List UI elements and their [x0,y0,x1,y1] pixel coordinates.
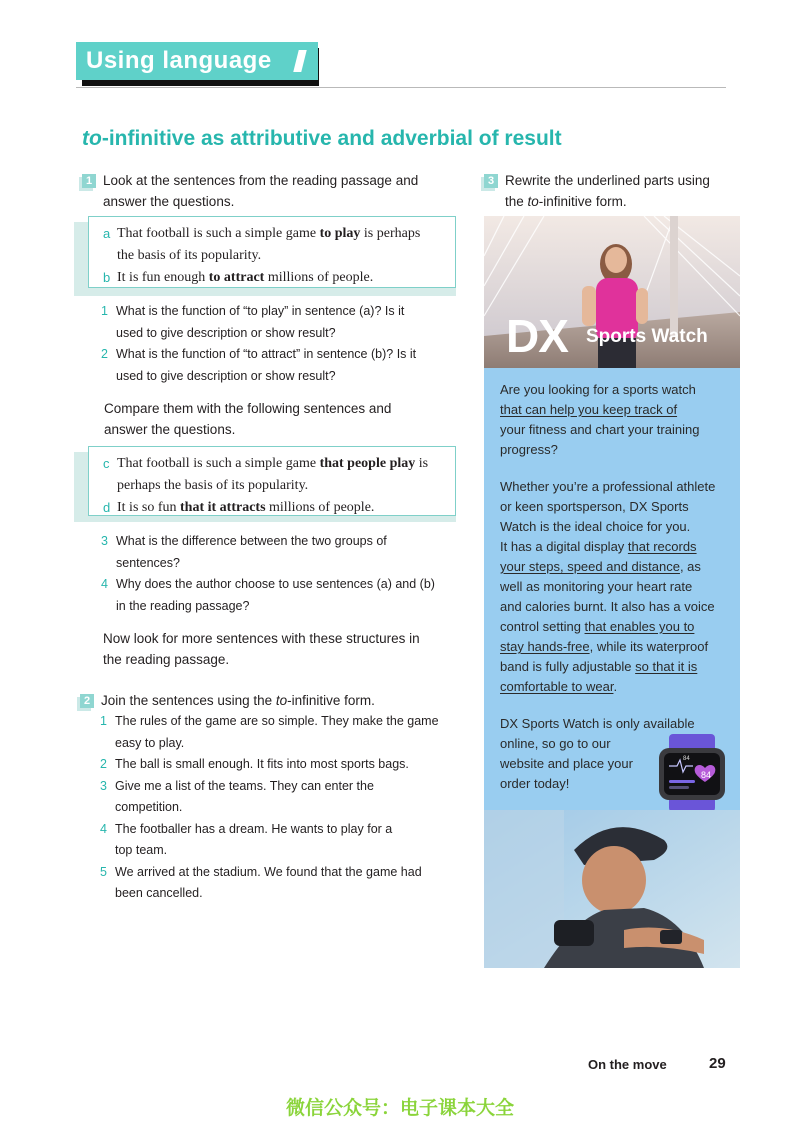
ad-line: your fitness and chart your training [500,422,700,437]
ad-line: DX Sports Watch is only available [500,716,695,731]
exercise-line: The ball is small enough. It fits into most sports bags. [115,757,409,771]
ad-text-underlined: your steps, speed and distance [500,559,680,574]
ad-line: well as monitoring your heart rate [500,579,693,594]
footer-unit-title: On the move [588,1057,667,1072]
ad-line: Watch is the ideal choice for you. [500,519,691,534]
task1-instruction [103,170,453,212]
example-bold: to play [319,226,361,241]
example-c-line2: perhaps the basis of its popularity. [117,478,309,493]
exercise-number: 1 [100,714,107,728]
question-line: What is the difference between the two groups of [116,534,387,548]
task2-instruction-text: Join the sentences using the [101,693,276,708]
ad-paragraph-2 [500,477,732,697]
example-letter: d [103,500,111,515]
runner-photo [484,216,740,368]
task3-number: 3 [484,174,498,188]
example-c [103,453,445,475]
ad-text-underlined: comfortable to wear [500,679,614,694]
example-b [103,267,445,289]
example-text: millions of people. [264,270,374,285]
exercise-item [100,754,460,776]
question-line: in the reading passage? [116,598,250,613]
header-slash-mark [293,50,306,72]
task2-instruction-text: -infinitive form. [287,693,375,708]
task1-number: 1 [82,174,96,188]
question-item [101,301,456,344]
ad-text: It has a digital display [500,539,628,554]
section-header [76,42,318,80]
ad-line: or keen sportsperson, DX Sports [500,499,689,514]
now-line: the reading passage. [103,652,230,667]
ad-line-underlined: that can help you keep track of [500,402,678,417]
example-bold: that it attracts [180,500,266,515]
ad-text-underlined: stay hands-free [500,639,590,654]
ad-line [500,617,732,637]
exercise-number: 2 [100,757,107,771]
ad-line: Are you looking for a sports watch [500,382,696,397]
question-number: 2 [101,347,108,361]
ad-line: online, so go to our [500,736,611,751]
example-box-cd [88,446,456,516]
example-d [103,497,445,519]
task3-text: the [505,194,528,209]
task2-instruction-italic: to [275,693,288,708]
example-text: is [415,456,429,471]
example-text: is perhaps [360,226,421,241]
question-line: What is the function of “to attract” in sentence (b)? Is it [116,347,417,361]
task2-items [100,711,460,905]
ad-line: and calories burnt. It also has a voice [500,599,715,614]
example-text: millions of people. [265,500,375,515]
question-line: Why does the author choose to use sentences (a) and (b) [116,577,435,591]
task3-instruction-line: Rewrite the underlined parts using [505,173,710,188]
ad-paragraph-1 [500,380,732,460]
smartwatch-icon [655,734,733,812]
ad-text-underlined: that records [627,539,697,554]
exercise-number: 4 [100,821,107,836]
question-item [101,531,456,574]
brand-logo: DX [506,310,568,362]
example-text: It is so fun [117,500,180,515]
exercise-item [100,819,460,862]
ad-text: control setting [500,619,585,634]
question-line: used to give description or show result? [116,368,336,383]
exercise-line: top team. [115,843,168,857]
task1-questions-1-2 [101,301,456,387]
exercise-item [100,711,460,754]
grammar-title-italic: to [82,127,102,150]
now-line: Now look for more sentences with these structures in [103,631,420,646]
exercise-line: The footballer has a dream. He wants to play for a [115,821,393,836]
exercise-line: competition. [115,800,183,814]
ad-line [500,657,732,677]
exercise-line: been cancelled. [115,886,203,900]
compare-line: Compare them with the following sentences and [104,401,392,416]
task3-instruction-line [505,191,745,212]
exercise-number: 3 [100,778,107,793]
task2-instruction [101,690,456,711]
exercise-item [100,776,460,819]
ad-text: , while its waterproof [589,639,709,654]
example-bold: to attract [208,270,265,285]
exercise-line: We arrived at the stadium. We found that the game had [115,864,422,879]
ad-line [500,537,732,557]
task3-text: -infinitive form. [538,194,627,209]
grammar-title [82,127,562,151]
exercise-line: easy to play. [115,735,185,750]
example-letter: b [103,270,111,285]
exercise-item [100,862,460,905]
exercise-number: 5 [100,864,107,879]
task3-italic: to [527,194,539,209]
product-name: Sports Watch [586,326,708,347]
athlete-photo-illustration [484,810,740,968]
ad-line [500,677,732,697]
question-line: used to give description or show result? [116,325,336,340]
exercise-line: Give me a list of the teams. They can enter the [115,778,374,793]
compare-line: answer the questions. [104,422,236,437]
header-rule [76,87,726,88]
grammar-title-rest: -infinitive as attributive and adverbial of result [101,127,562,150]
question-number: 3 [101,534,108,548]
example-letter: a [103,226,111,241]
task1-instruction-line2: answer the questions. [103,194,235,209]
question-line: What is the function of “to play” in sentence (a)? Is it [116,304,405,318]
question-number: 4 [101,577,108,591]
section-header-title: Using language [86,47,272,74]
example-letter: c [103,456,110,471]
smartwatch-illustration [655,734,733,812]
compare-instruction [104,398,454,440]
ad-line [500,637,732,657]
ad-line: order today! [500,776,570,791]
ad-line: progress? [500,442,558,457]
example-text: It is fun enough [117,270,209,285]
wechat-watermark: 微信公众号：电子课本大全 [285,1098,514,1119]
page-number: 29 [709,1055,726,1072]
ad-text-underlined: so that it is [635,659,698,674]
task3-instruction [505,170,745,212]
task1-questions-3-4 [101,531,456,617]
example-a-line2: the basis of its popularity. [117,248,262,263]
ad-text: . [613,679,618,694]
exercise-line: The rules of the game are so simple. They make the game [115,714,439,728]
ad-text-underlined: that enables you to [584,619,695,634]
ad-line: website and place your [500,756,633,771]
question-item [101,344,456,387]
ad-text: , as [679,559,701,574]
ad-line: Whether you’re a professional athlete [500,479,716,494]
example-text: That football is such a simple game [117,226,320,241]
watch-heart-rate: 84 [700,770,711,780]
question-item [101,574,456,617]
athlete-photo [484,810,740,968]
ad-text: band is fully adjustable [500,659,636,674]
example-text: That football is such a simple game [117,456,320,471]
task1-instruction-line1: Look at the sentences from the reading passage and [103,173,419,188]
watch-readout: 84 [683,756,690,762]
example-bold: that people play [319,456,416,471]
question-line: sentences? [116,555,180,570]
now-instruction [103,628,458,670]
ad-line [500,557,732,577]
task2-number: 2 [80,694,94,708]
example-a [103,223,445,245]
example-box-ab [88,216,456,288]
question-number: 1 [101,304,108,318]
